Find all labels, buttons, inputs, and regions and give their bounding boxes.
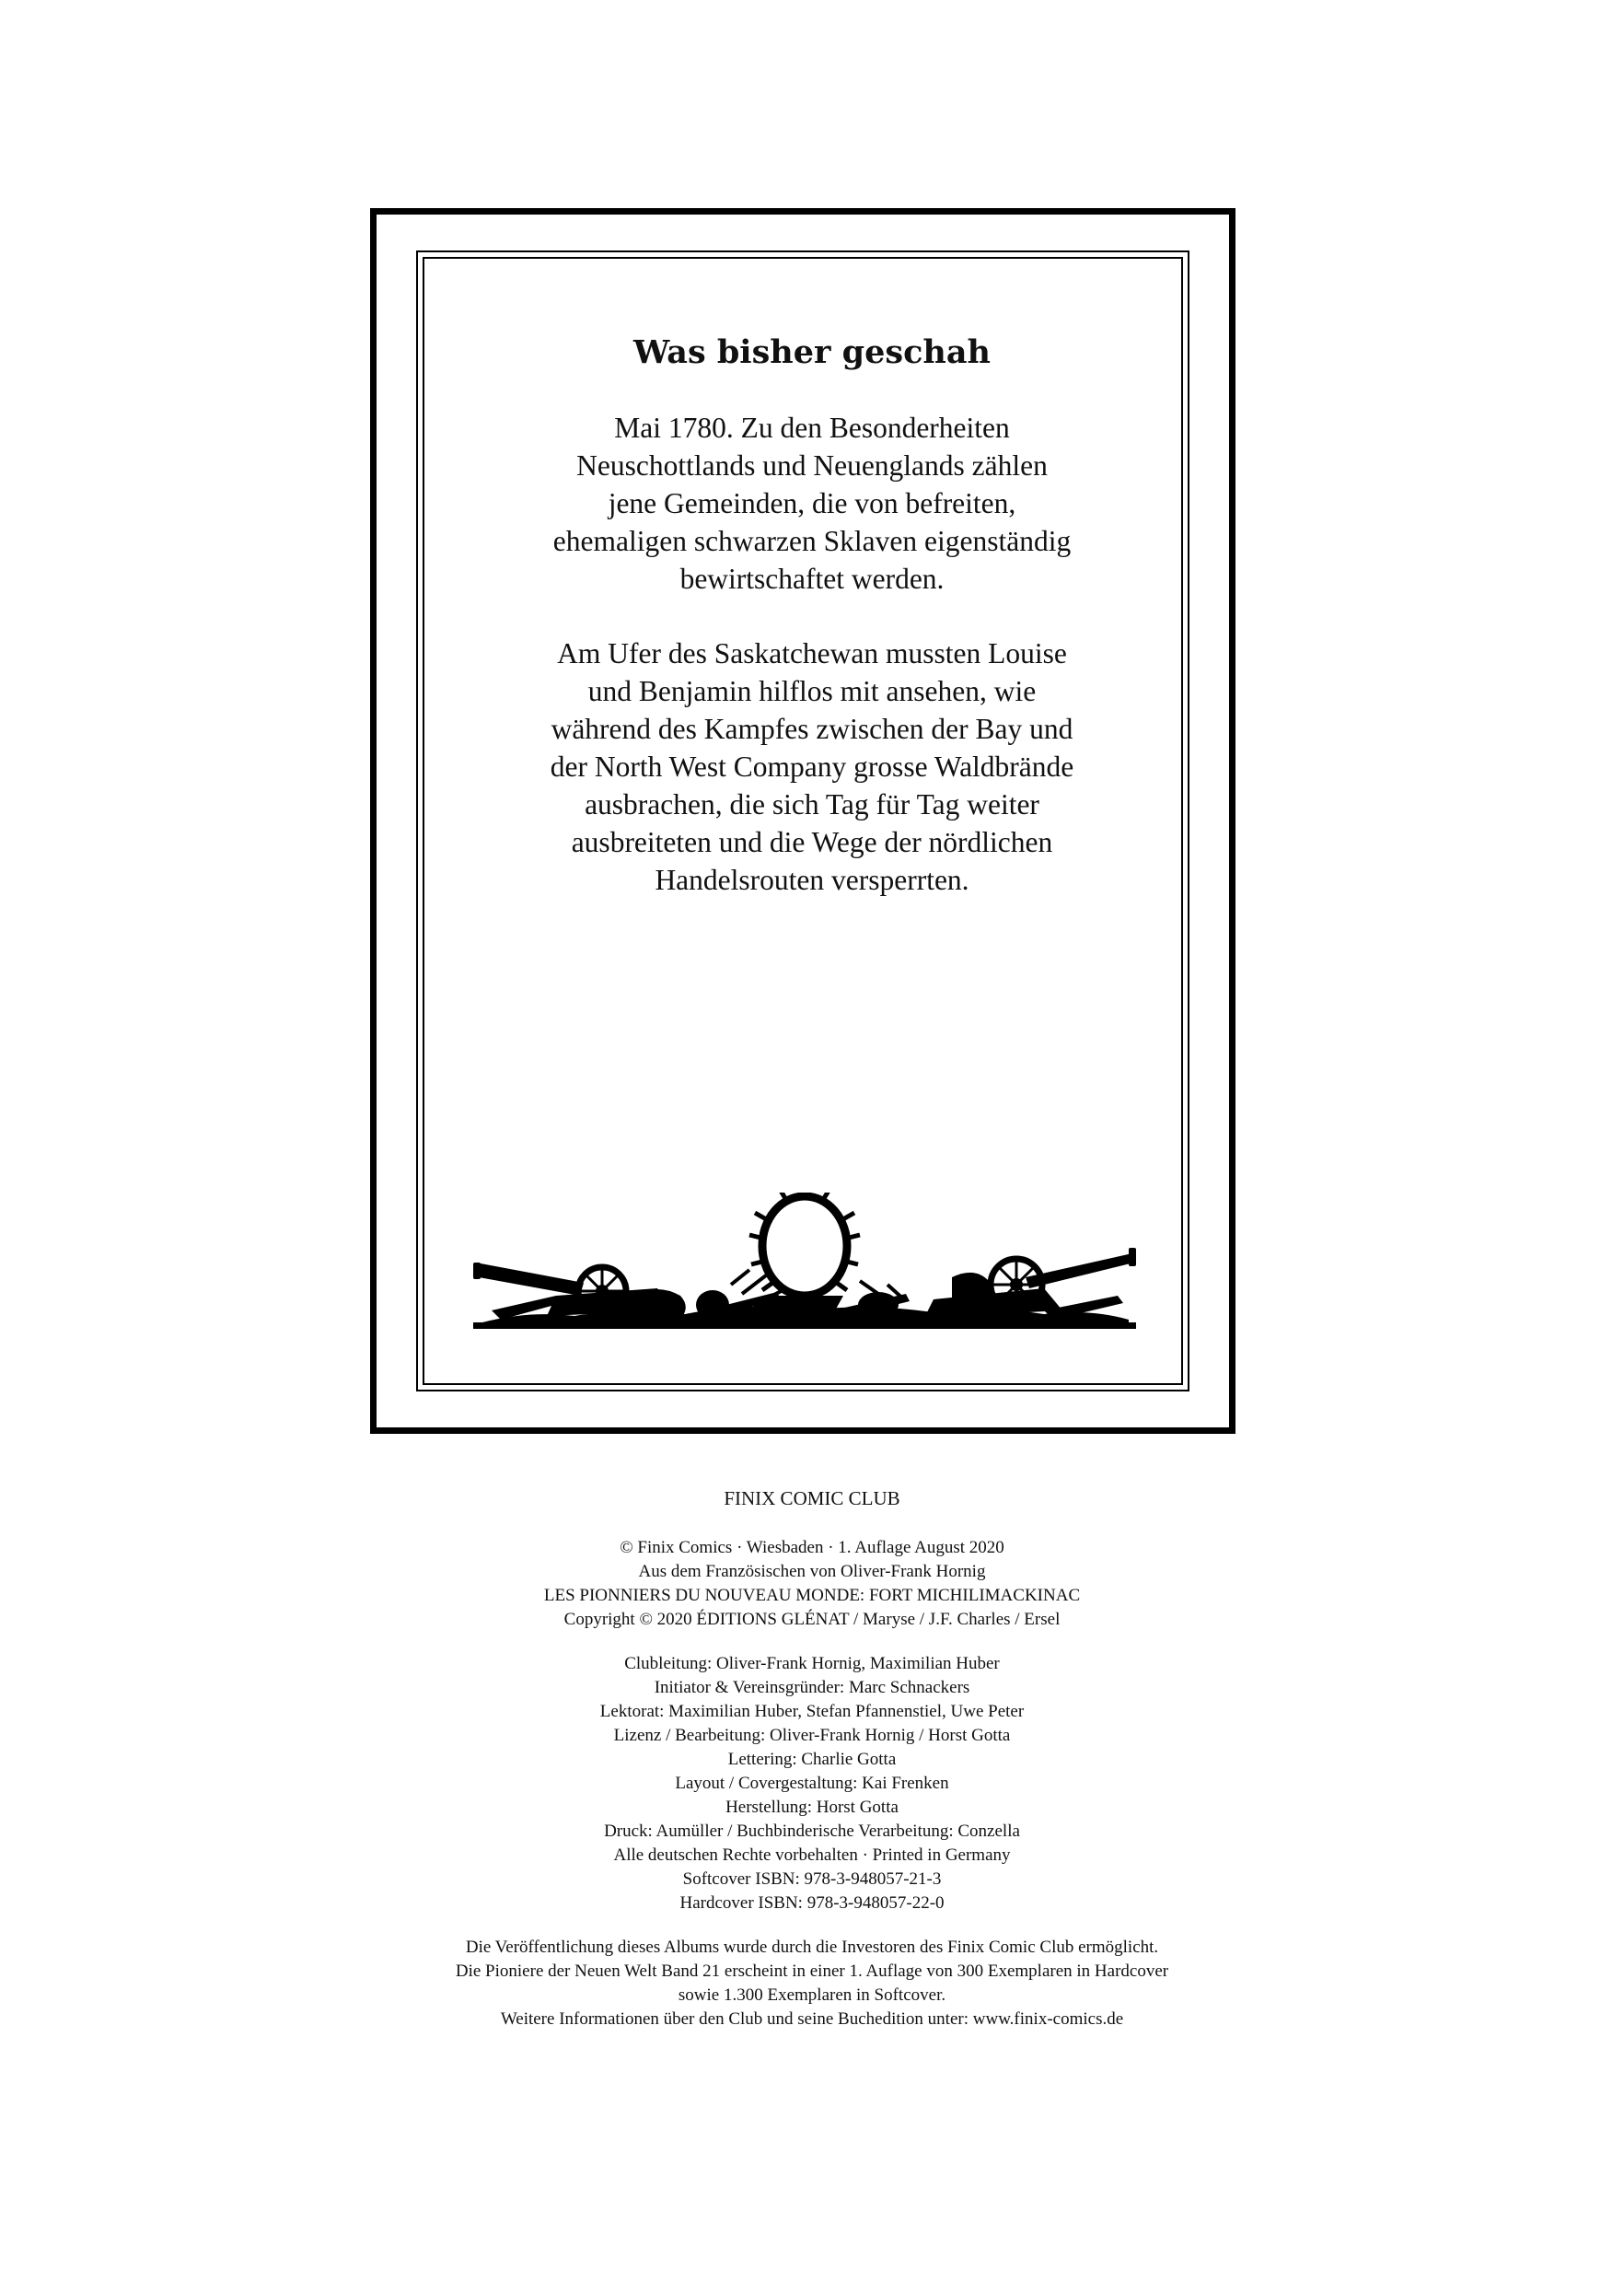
- credit-line: Druck: Aumüller / Buchbinderische Verarbeitung: Conzella: [604, 1822, 1020, 1841]
- credit-line: Initiator & Vereinsgründer: Marc Schnackers: [654, 1678, 970, 1697]
- imprint: [0, 1486, 1624, 2052]
- publication-notes: [0, 1936, 1624, 2031]
- publication-info: [0, 1536, 1624, 1632]
- credit-line: Alle deutschen Rechte vorbehalten · Printed in Germany: [613, 1845, 1011, 1865]
- publication-line: © Finix Comics · Wiesbaden · 1. Auflage August 2020: [620, 1538, 1004, 1557]
- credit-line: Clubleitung: Oliver-Frank Hornig, Maximilian Huber: [624, 1654, 1000, 1673]
- publication-line: Aus dem Französischen von Oliver-Frank Hornig: [638, 1562, 986, 1581]
- credit-line: Hardcover ISBN: 978-3-948057-22-0: [679, 1893, 945, 1913]
- note-line: Weitere Informationen über den Club und seine Buchedition unter: www.finix-comics.de: [500, 2009, 1124, 2029]
- cannon-wreath-ornament-icon: [473, 1193, 1136, 1333]
- credit-line: Lettering: Charlie Gotta: [727, 1750, 897, 1769]
- publication-line: LES PIONNIERS DU NOUVEAU MONDE: FORT MICHILIMACKINAC: [543, 1586, 1081, 1605]
- club-name: FINIX COMIC CLUB: [724, 1487, 900, 1509]
- note-line: sowie 1.300 Exemplaren in Softcover.: [678, 1985, 946, 2005]
- summary-paragraph-1: Mai 1780. Zu den Besonderheiten Neuschottlands und Neuenglands zählen jene Gemeinden, die von befreiten, ehemaligen schwarzen Sklaven eigenständig bewirtschaftet werden.: [552, 412, 1072, 595]
- credit-line: Herstellung: Horst Gotta: [725, 1798, 899, 1817]
- summary-title: Was bisher geschah: [633, 333, 991, 371]
- credits: [0, 1652, 1624, 1915]
- credit-line: Layout / Covergestaltung: Kai Frenken: [675, 1774, 949, 1793]
- summary-box: [0, 330, 1624, 936]
- note-line: Die Veröffentlichung dieses Albums wurde durch die Investoren des Finix Comic Club ermöglicht.: [465, 1938, 1159, 1957]
- note-line: Die Pioniere der Neuen Welt Band 21 erscheint in einer 1. Auflage von 300 Exemplaren in Hardcover: [455, 1962, 1169, 1981]
- publication-line: Copyright © 2020 ÉDITIONS GLÉNAT / Maryse / J.F. Charles / Ersel: [563, 1610, 1061, 1629]
- credit-line: Softcover ISBN: 978-3-948057-21-3: [682, 1869, 942, 1889]
- credit-line: Lektorat: Maximilian Huber, Stefan Pfannenstiel, Uwe Peter: [599, 1702, 1025, 1721]
- credit-line: Lizenz / Bearbeitung: Oliver-Frank Hornig / Horst Gotta: [613, 1726, 1011, 1745]
- summary-paragraph-2: Am Ufer des Saskatchewan mussten Louise und Benjamin hilflos mit ansehen, wie während des Kampfes zwischen der Bay und der North West Company grosse Waldbrände ausbrachen, die sich Tag für Tag weiter ausbreiteten und die Wege der nördlichen Handelsrouten versperrten.: [550, 637, 1074, 896]
